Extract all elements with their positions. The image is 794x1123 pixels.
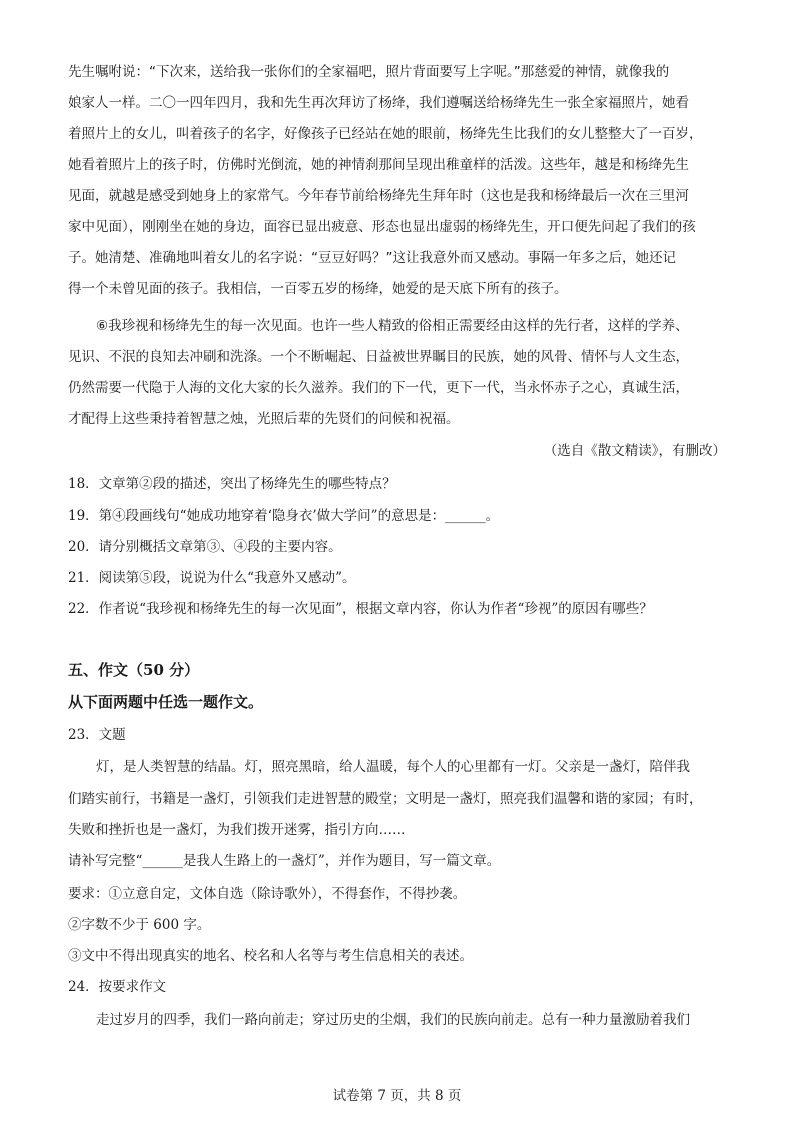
passage-line: 仍然需要一代隐于人海的文化大家的长久滋养。我们的下一代，更下一代，当永怀赤子之心，真诚生活， bbox=[68, 380, 689, 396]
passage-line: 娘家人一样。二〇一四年四月，我和先生再次拜访了杨绛，我们遵嘱送给杨绛先生一张全家福照片，她看 bbox=[68, 95, 689, 111]
question-18: 18．文章第②段的描述，突出了杨绛先生的哪些特点？ bbox=[68, 476, 396, 492]
question-21: 21．阅读第⑤段，说说为什么“我意外又感动”。 bbox=[68, 570, 356, 586]
question-23-task: 请补写完整“______是我人生路上的一盏灯”，并作为题目，写一篇文章。 bbox=[68, 853, 501, 869]
passage-line: ⑥我珍视和杨绛先生的每一次见面。也许一些人精致的俗相正需要经由这样的先行者，这样的学养、 bbox=[96, 318, 689, 334]
page-footer: 试卷第 7 页，共 8 页 bbox=[332, 1088, 462, 1104]
question-22: 22．作者说“我珍视和杨绛先生的每一次见面”，根据文章内容，你认为作者“珍视”的原因有哪些？ bbox=[68, 601, 653, 617]
requirement-2: ②字数不少于 600 字。 bbox=[68, 917, 211, 933]
question-24-label: 24．按要求作文 bbox=[68, 979, 167, 995]
passage-line: 见面，就越是感受到她身上的家常气。今年春节前给杨绛先生拜年时（这也是我和杨绛最后一次在三里河 bbox=[68, 188, 689, 204]
passage-line: 得一个未曾见面的孩子。我相信，一百零五岁的杨绛，她爱的是天底下所有的孩子。 bbox=[68, 281, 568, 297]
requirement-3: ③文中不得出现真实的地名、校名和人名等与考生信息相关的表述。 bbox=[68, 948, 473, 964]
question-24-prompt: 走过岁月的四季，我们一路向前走；穿过历史的尘烟，我们的民族向前走。总有一种力量激励着我们 bbox=[96, 1012, 690, 1028]
passage-line: 先生嘱咐说：“下次来，送给我一张你们的全家福吧，照片背面要写上字呢。”那慈爱的神情，就像我的 bbox=[68, 64, 670, 80]
requirement-1: 要求：①立意自定，文体自选（除诗歌外），不得套作，不得抄袭。 bbox=[68, 886, 467, 902]
passage-line: 她看着照片上的孩子时，仿佛时光倒流，她的神情刹那间呈现出稚童样的活泼。这些年，越是和杨绛先生 bbox=[68, 157, 689, 173]
prompt-line: 灯，是人类智慧的结晶。灯，照亮黑暗，给人温暖，每个人的心里都有一灯。父亲是一盏灯，陪伴我 bbox=[96, 759, 690, 775]
question-23-label: 23．文题 bbox=[68, 727, 126, 743]
prompt-line: 失败和挫折也是一盏灯，为我们拨开迷雾，指引方向…… bbox=[68, 822, 406, 838]
passage-line: 才配得上这些秉持着智慧之烛，光照后辈的先贤们的问候和祝福。 bbox=[68, 411, 460, 427]
passage-line: 着照片上的女儿，叫着孩子的名字，好像孩子已经站在她的眼前，杨绛先生比我们的女儿整整大了一百岁， bbox=[68, 126, 703, 142]
question-20: 20．请分别概括文章第③、④段的主要内容。 bbox=[68, 539, 342, 555]
passage-line: 家中见面），刚刚坐在她的身边，面容已显出疲意、形态也显出虚弱的杨绛先生，开口便先问起了我们的孩 bbox=[68, 219, 696, 235]
passage-source: （选自《散文精读》，有删改） bbox=[543, 443, 726, 459]
question-19: 19．第④段画线句“她成功地穿着‘隐身衣’做大学问”的意思是：______。 bbox=[68, 508, 500, 524]
section-title: 五、作文（50 分） bbox=[68, 661, 200, 679]
section-instruction: 从下面两题中任选一题作文。 bbox=[68, 693, 264, 711]
passage-line: 见识、不泯的良知去冲刷和洗涤。一个不断崛起、日益被世界瞩目的民族，她的风骨、情怀与人文生态， bbox=[68, 349, 689, 365]
passage-line: 子。她清楚、准确地叫着女儿的名字说：“豆豆好吗？”这让我意外而又感动。事隔一年多之后，她还记 bbox=[68, 250, 676, 266]
prompt-line: 们踏实前行，书籍是一盏灯，引领我们走进智慧的殿堂；文明是一盏灯，照亮我们温馨和谐的家园；有时， bbox=[68, 791, 703, 807]
